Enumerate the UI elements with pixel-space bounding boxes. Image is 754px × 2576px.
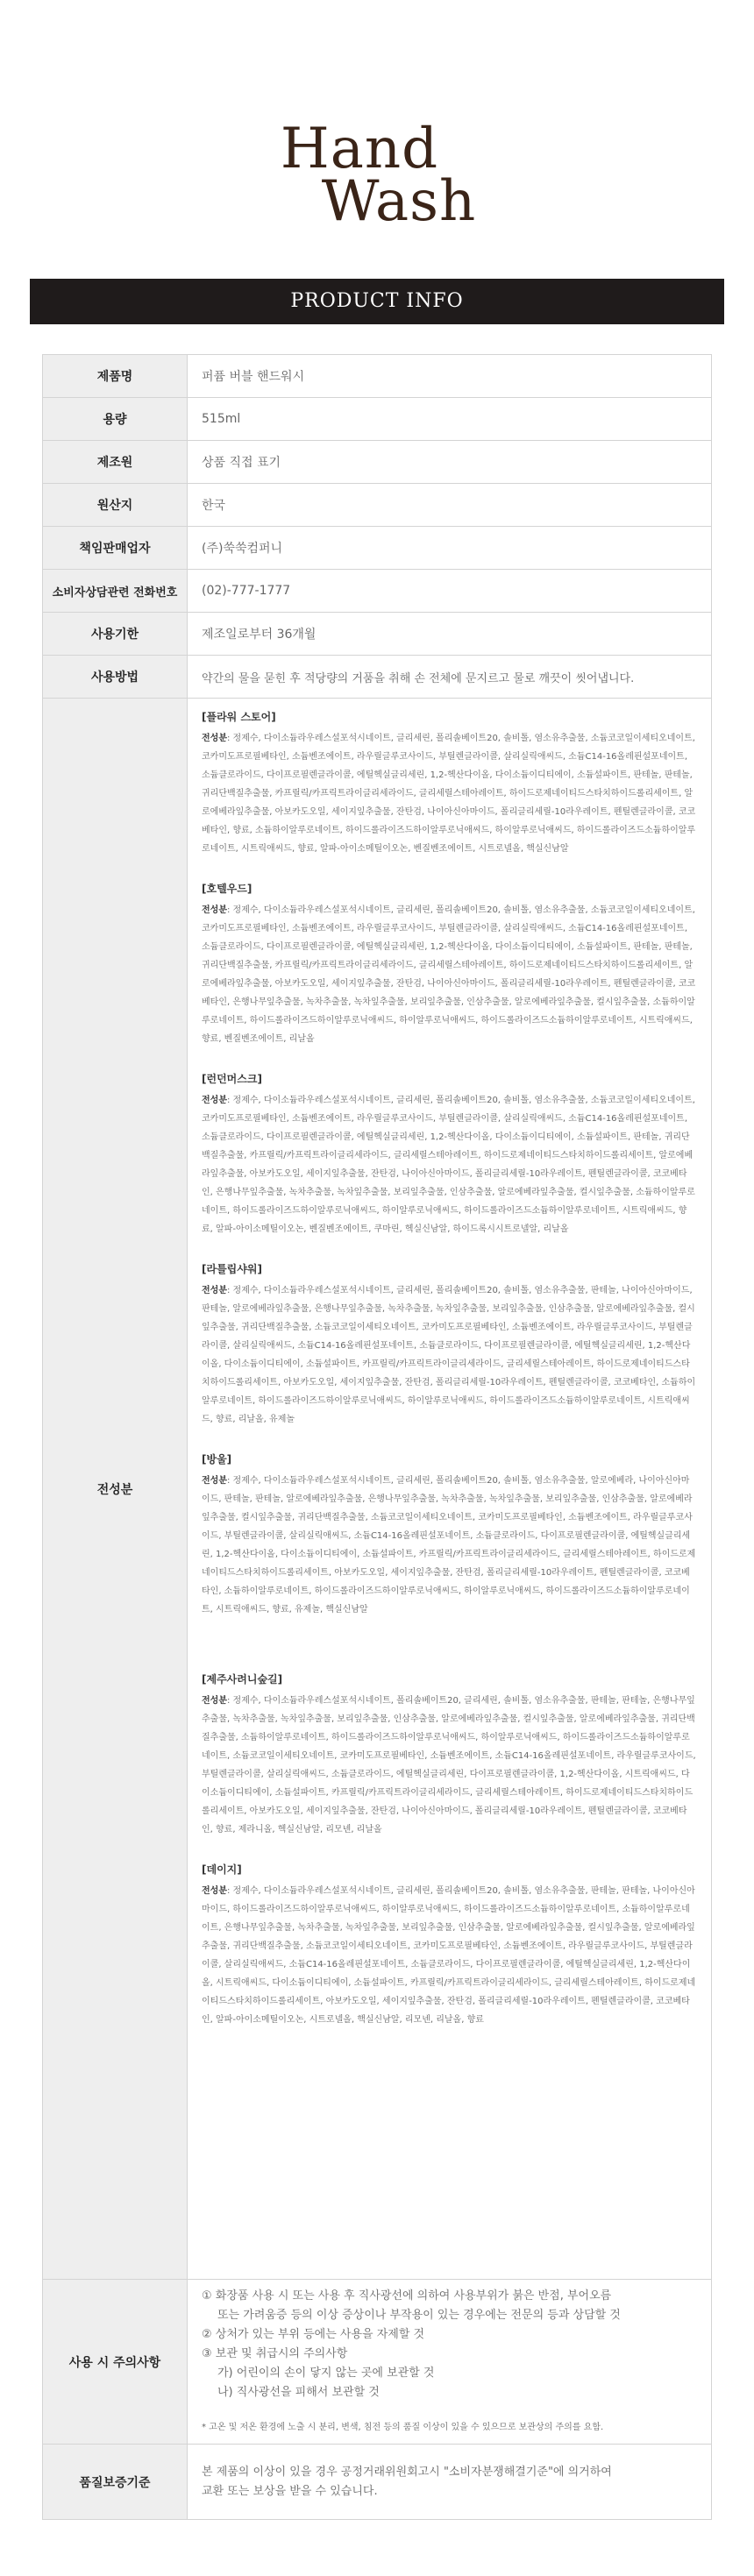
ingredient-list-text: : 정제수, 다이소듐라우레스설포석시네이트, 글리세린, 폴리솔베이트20, 솔비톨, 염소유추출물, 소듐코코일이세티오네이트, 코카미도프로필베타인, 소듐벤조에이트, 라우릴글루코사이드, 부틸렌글라이콜, 살리실릭애씨드, 소듐C14-16올레핀설포네이트, 소듐클로라이드, 다이프로필렌글라이콜, 에틸헥실글리세린, 1,2-헥산다이올, 다이소듐이디티에이, 소듐설파이트, 판테놀, 판테놀, 귀리단백질추출물, 카프릴릭/카프릭트라이글리세라이드, 글리세릴스테아레이트, 하이드로제네이티드스타치하이드롤리세이트, 알로에베라잎추출물, 아보카도오일, 세이지잎추출물, 잔탄검, 나이아신아마이드, 폴리글리세릴-10라우레이트, 펜틸렌글라이콜, 코코베타인, 향료, 소듐하이알루로네이트, 하이드롤라이즈드하이알루로닉애씨드, 하이알루로닉애씨드, 하이드롤라이즈드소듐하이알루로네이트, 시트릭애씨드, 향료, 알파-아이소메틸이오논, 벤질벤조에이트, 시트로넬올, 핵실신남알 (202, 734, 696, 854)
row-volume (43, 398, 712, 441)
value-origin: 한국 (188, 484, 712, 527)
ingredient-block (202, 1451, 697, 1619)
ingredient-block (202, 881, 697, 1048)
row-maker (43, 441, 712, 484)
logo-line-1: Hand (280, 117, 439, 181)
caution-note: * 고온 및 저온 환경에 노출 시 분리, 변색, 침전 등의 품질 이상이 있을 수 있으므로 보관상의 주의를 요함. (202, 2422, 604, 2432)
row-origin (43, 484, 712, 527)
label-name: 제품명 (43, 355, 188, 398)
ingredient-block (202, 1071, 697, 1238)
ingredient-text (202, 1091, 697, 1238)
label-maker: 제조원 (43, 441, 188, 484)
ingredient-list-text: : 정제수, 다이소듐라우레스설포석시네이트, 글리세린, 폴리솔베이트20, 솔비톨, 염소유추출물, 판테놀, 판테놀, 나이아신아마이드, 하이드롤라이즈드하이알루로닉애씨드, 하이알루로닉애씨드, 하이드롤라이즈드소듐하이알루로네이트, 소듐하이알루로네이트, 은행나무잎추출물, 녹차추출물, 녹차잎추출물, 보리잎추출물, 인삼추출물, 알로에베라잎추출물, 컬시잎추출물, 알로에베라잎추출물, 귀리단백질추출물, 소듐코코일이세티오네이트, 코카미도프로필베타인, 소듐벤조에이트, 라우릴글루코사이드, 부틸렌글라이콜, 살리실릭애씨드, 소듐C14-16올레핀설포네이트, 소듐클로라이드, 다이프로필렌글라이콜, 에틸헥실글리세린, 1,2-헥산다이올, 시트릭애씨드, 다이소듐이디티에이, 소듐설파이트, 카프릴릭/카프릭트라이글리세라이드, 글리세릴스테아레이트, 하이드로제네이티드스타치하이드롤리세이트, 아보카도오일, 세이지잎추출물, 잔탄검, 폴리글리세릴-10라우레이트, 펜틸렌글라이콜, 코코베타인, 알파-아이소메틸이오논, 시트로넬올, 핵실신남알, 리모넨, 리날올, 향료 (202, 1886, 696, 2025)
label-usage: 사용방법 (43, 656, 188, 699)
row-usage (43, 656, 712, 699)
label-quality: 품질보증기준 (43, 2445, 188, 2520)
caution-line: 가) 어린이의 손이 닿지 않는 곳에 보관할 것 (217, 2366, 435, 2380)
value-ingredients (188, 699, 712, 2280)
value-caution (188, 2280, 712, 2445)
caution-line: ③ 보관 및 취급시의 주의사항 (202, 2346, 348, 2360)
ingredient-text (202, 901, 697, 1048)
ingredient-list (202, 709, 697, 2029)
ingredient-block (202, 1261, 697, 1429)
ingredient-text (202, 729, 697, 858)
quality-text (202, 2463, 697, 2501)
ingredient-title: [라틀립샤워] (202, 1263, 262, 1275)
row-period (43, 613, 712, 656)
value-usage: 약간의 물을 묻힌 후 적당량의 거품을 취해 손 전체에 문지르고 물로 깨끗이 씻어냅니다. (188, 656, 712, 699)
ingredient-text (202, 1882, 697, 2029)
ingredient-title: [런던머스크] (202, 1073, 262, 1085)
value-name: 퍼퓸 버블 핸드워시 (188, 355, 712, 398)
ingredient-title: [플라워 스토어] (202, 711, 276, 723)
ingredient-list-text: : 정제수, 다이소듐라우레스설포석시네이트, 글리세린, 폴리솔베이트20, 솔비톨, 염소유추출물, 소듐코코일이세티오네이트, 코카미도프로필베타인, 소듐벤조에이트, 라우릴글루코사이드, 부틸렌글라이콜, 살리실릭애씨드, 소듐C14-16올레핀설포네이트, 소듐클로라이드, 다이프로필렌글라이콜, 에틸헥실글리세린, 1,2-헥산다이올, 다이소듐이디티에이, 소듐설파이트, 판테놀, 귀리단백질추출물, 카프릴릭/카프릭트라이글리세라이드, 글리세릴스테아레이트, 하이드로제네이티드스타치하이드롤리세이트, 알로에베라잎추출물, 아보카도오일, 세이지잎추출물, 잔탄검, 나이아신아마이드, 폴리글리세릴-10라우레이트, 펜틸렌글라이콜, 코코베타인, 은행나무잎추출물, 녹차추출물, 녹차잎추출물, 보리잎추출물, 인삼추출물, 알로에베라잎추출물, 컬시잎추출물, 소듐하이알루로네이트, 하이드롤라이즈드하이알루로닉애씨드, 하이알루로닉애씨드, 하이드롤라이즈드소듐하이알루로네이트, 시트릭애씨드, 향료, 알파-아이소메틸이오논, 벤질벤조에이트, 쿠마린, 헥실신남알, 하이드록시시트로넬알, 리날올 (202, 1096, 695, 1234)
value-quality (188, 2445, 712, 2520)
ingredient-key: 전성분 (202, 1886, 227, 1896)
caution-line: ② 상처가 있는 부위 등에는 사용을 자제할 것 (202, 2327, 425, 2341)
row-seller (43, 527, 712, 570)
row-phone (43, 570, 712, 613)
label-ingredients: 전성분 (43, 699, 188, 2280)
logo-line-2: Wash (321, 169, 477, 234)
ingredient-block (202, 1671, 697, 1839)
row-caution (43, 2280, 712, 2445)
ingredient-title: [호텔우드] (202, 883, 253, 895)
ingredient-list-text: : 정제수, 다이소듐라우레스설포석시네이트, 글리세린, 폴리솔베이트20, 솔비톨, 염소유추출물, 알로에베라, 나이아신아마이드, 판테놀, 판테놀, 알로에베라잎추출물, 은행나무잎추출물, 녹차추출물, 녹차잎추출물, 보리잎추출물, 인삼추출물, 알로에베라잎추출물, 컬시잎추출물, 귀리단백질추출물, 소듐코코일이세티오네이트, 코카미도프로필베타인, 소듐벤조에이트, 라우릴글루코사이드, 부틸렌글라이콜, 살리실릭애씨드, 소듐C14-16올레핀설포네이트, 소듐클로라이드, 다이프로필렌글라이콜, 에틸헥실글리세린, 1,2-헥산다이올, 다이소듐이디티에이, 소듐설파이트, 카프릴릭/카프릭트라이글리세라이드, 글리세릴스테아레이트, 하이드로제네이티드스타치하이드롤리세이트, 아보카도오일, 세이지잎추출물, 잔탄검, 폴리글리세릴-10라우레이트, 펜틸렌글라이콜, 코코베타인, 소듐하이알루로네이트, 하이드롤라이즈드하이알루로닉애씨드, 하이알루로닉애씨드, 하이드롤라이즈드소듐하이알루로네이트, 시트릭애씨드, 향료, 유제놀, 핵실신남알 (202, 1476, 696, 1614)
ingredient-list-text: : 정제수, 다이소듐라우레스설포석시네이트, 글리세린, 폴리솔베이트20, 솔비톨, 염소유추출물, 소듐코코일이세티오네이트, 코카미도프로필베타인, 소듐벤조에이트, 라우릴글루코사이드, 부틸렌글라이콜, 살리실릭애씨드, 소듐C14-16올레핀설포네이트, 소듐클로라이드, 다이프로필렌글라이콜, 에틸헥실글리세린, 1,2-헥산다이올, 다이소듐이디티에이, 소듐설파이트, 판테놀, 판테놀, 귀리단백질추출물, 카프릴릭/카프릭트라이글리세라이드, 글리세릴스테아레이트, 하이드로제네이티드스타치하이드롤리세이트, 알로에베라잎추출물, 아보카도오일, 세이지잎추출물, 잔탄검, 나이아신아마이드, 폴리글리세릴-10라우레이트, 펜틸렌글라이콜, 코코베타인, 은행나무잎추출물, 녹차추출물, 녹차잎추출물, 보리잎추출물, 인삼추출물, 알로에베라잎추출물, 컬시잎추출물, 소듐하이알루로네이트, 하이드롤라이즈드하이알루로닉애씨드, 하이알루로닉애씨드, 하이드롤라이즈드소듐하이알루로네이트, 시트릭애씨드, 향료, 벤질벤조에이트, 리날올 (202, 905, 696, 1044)
ingredient-key: 전성분 (202, 1696, 227, 1706)
ingredient-key: 전성분 (202, 1096, 227, 1105)
ingredient-list-text: : 정제수, 다이소듐라우레스설포석시네이트, 폴리솔베이트20, 글리세린, 솔비톨, 염소유추출물, 판테놀, 판테놀, 은행나무잎추출물, 녹차추출물, 녹차잎추출물, 보리잎추출물, 인삼추출물, 알로에베라잎추출물, 컬시잎추출물, 알로에베라잎추출물, 귀리단백질추출물, 소듐하이알루로네이트, 하이드롤라이즈드하이알루로닉애씨드, 하이알루로닉애씨드, 하이드롤라이즈드소듐하이알루로네이트, 소듐코코일이세티오네이트, 코카미도프로필베타인, 소듐벤조에이트, 소듐C14-16올레핀설포네이트, 라우릴글루코사이드, 부틸렌글라이콜, 살리실릭애씨드, 소듐클로라이드, 에틸헥실글리세린, 다이프로필렌글라이콜, 1,2-헥산다이올, 시트릭애씨드, 다이소듐이디티에이, 소듐설파이트, 카프릴릭/카프릭트라이글리세라이드, 글리세릴스테아레이트, 하이드로제네이티드스타치하이드롤리세이트, 아보카도오일, 세이지잎추출물, 잔탄검, 나이아신아마이드, 폴리글리세릴-10라우레이트, 펜틸렌글라이콜, 코코베타인, 향료, 제라니올, 헥실신남알, 리모넨, 리날올 (202, 1696, 696, 1834)
label-volume: 용량 (43, 398, 188, 441)
ingredient-list-text: : 정제수, 다이소듐라우레스설포석시네이트, 글리세린, 폴리솔베이트20, 솔비톨, 염소유추출물, 판테놀, 나이아신아마이드, 판테놀, 알로에베라잎추출물, 은행나무잎추출물, 녹차추출물, 녹차잎추출물, 보리잎추출물, 인삼추출물, 알로에베라잎추출물, 컬시잎추출물, 귀리단백질추출물, 소듐코코일이세티오네이트, 코카미도프로필베타인, 소듐벤조에이트, 라우릴글루코사이드, 부틸렌글라이콜, 살리실릭애씨드, 소듐C14-16올레핀설포네이트, 소듐클로라이드, 다이프로필렌글라이콜, 에틸헥실글리세린, 1,2-헥산다이올, 다이소듐이디티에이, 소듐설파이트, 카프릴릭/카프릭트라이글리세라이드, 글리세릴스테아레이트, 하이드로제네이티드스타치하이드롤리세이트, 아보카도오일, 세이지잎추출물, 잔탄검, 폴리글리세릴-10라우레이트, 펜틸렌글라이콜, 코코베타인, 소듐하이알루로네이트, 하이드롤라이즈드하이알루로닉애씨드, 하이알루로닉애씨드, 하이드롤라이즈드소듐하이알루로네이트, 시트릭애씨드, 향료, 리날올, 유제놀 (202, 1286, 696, 1424)
value-volume: 515ml (188, 398, 712, 441)
value-seller: (주)쑥쑥컴퍼니 (188, 527, 712, 570)
value-period: 제조일로부터 36개월 (188, 613, 712, 656)
ingredient-title: [방울] (202, 1453, 232, 1465)
row-quality (43, 2445, 712, 2520)
quality-line: 교환 또는 보상을 받을 수 있습니다. (202, 2484, 378, 2498)
caution-line: ① 화장품 사용 시 또는 사용 후 직사광선에 의하여 사용부위가 붉은 반점, 부어오름 (202, 2289, 612, 2303)
label-seller: 책임판매업자 (43, 527, 188, 570)
ingredient-text (202, 1472, 697, 1619)
label-phone: 소비자상담관련 전화번호 (43, 570, 188, 613)
caution-text (202, 2287, 697, 2438)
label-period: 사용기한 (43, 613, 188, 656)
quality-line: 본 제품의 이상이 있을 경우 공정거래위원회고시 "소비자분쟁해결기준"에 의거하여 (202, 2465, 612, 2479)
value-phone: (02)-777-1777 (188, 570, 712, 613)
caution-line: 나) 직사광선을 피해서 보관할 것 (217, 2385, 380, 2399)
row-ingredients (43, 699, 712, 2280)
ingredient-key: 전성분 (202, 734, 227, 743)
ingredient-text (202, 1281, 697, 1429)
caution-line: 또는 가려움증 등의 이상 증상이나 부작용이 있는 경우에는 전문의 등과 상담할 것 (217, 2308, 621, 2322)
product-info-table (42, 354, 712, 2520)
brand-logo (0, 117, 754, 234)
label-caution: 사용 시 주의사항 (43, 2280, 188, 2445)
ingredient-block (202, 1862, 697, 2029)
ingredient-block (202, 709, 697, 858)
product-info-banner: PRODUCT INFO (30, 279, 724, 324)
ingredient-key: 전성분 (202, 1476, 227, 1486)
label-origin: 원산지 (43, 484, 188, 527)
value-maker: 상품 직접 표기 (188, 441, 712, 484)
ingredient-text (202, 1692, 697, 1839)
ingredient-key: 전성분 (202, 1286, 227, 1295)
row-name (43, 355, 712, 398)
ingredient-key: 전성분 (202, 905, 227, 915)
ingredient-title: [데이지] (202, 1863, 242, 1876)
ingredient-title: [제주사려니숲길] (202, 1673, 283, 1685)
